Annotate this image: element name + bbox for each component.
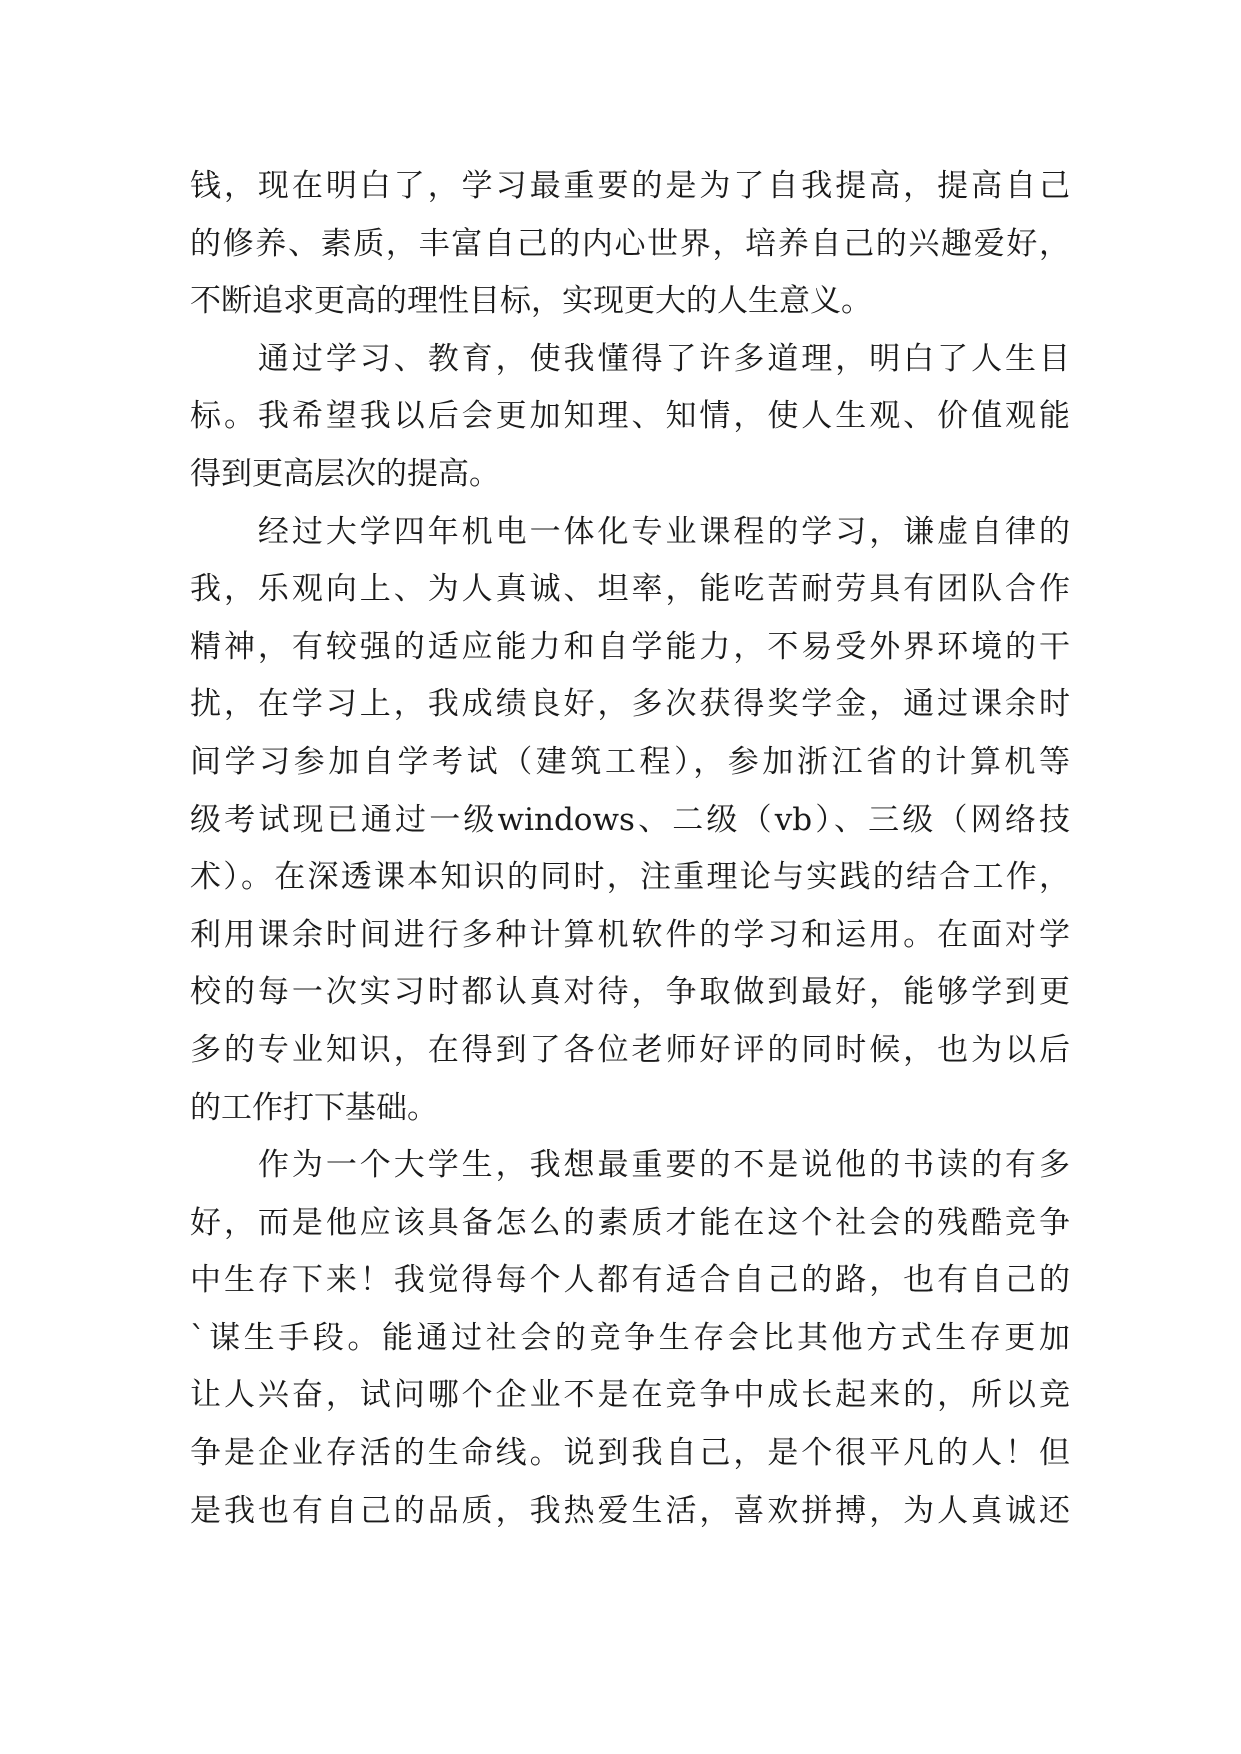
text-line: 好，而是他应该具备怎么的素质才能在这个社会的残酷竞争	[190, 1204, 1070, 1241]
body-text	[190, 158, 1070, 1540]
text-line: 的修养、素质，丰富自己的内心世界，培养自己的兴趣爱好，	[190, 225, 1070, 262]
text-line: 我，乐观向上、为人真诚、坦率，能吃苦耐劳具有团队合作	[190, 571, 1070, 608]
text-line: `谋生手段。能通过社会的竞争生存会比其他方式生存更加	[190, 1319, 1070, 1356]
text-line: 标。我希望我以后会更加知理、知情，使人生观、价值观能	[190, 398, 1070, 435]
text-line: 级考试现已通过一级windows、二级（vb）、三级（网络技	[190, 801, 1070, 838]
text-line: 得到更高层次的提高。	[190, 455, 500, 492]
text-line: 多的专业知识，在得到了各位老师好评的同时候，也为以后	[190, 1031, 1070, 1068]
text-line: 钱，现在明白了，学习最重要的是为了自我提高，提高自己	[190, 168, 1070, 204]
text-line: 术）。在深透课本知识的同时，注重理论与实践的结合工作，	[190, 859, 1070, 896]
text-line: 间学习参加自学考试（建筑工程），参加浙江省的计算机等	[190, 743, 1070, 780]
text-line: 校的每一次实习时都认真对待，争取做到最好，能够学到更	[190, 974, 1070, 1011]
text-line: 不断追求更高的理性目标，实现更大的人生意义。	[190, 283, 872, 320]
text-line: 扰，在学习上，我成绩良好，多次获得奖学金，通过课余时	[190, 686, 1070, 723]
text-line: 作为一个大学生，我想最重要的不是说他的书读的有多	[190, 1147, 1070, 1184]
text-line: 是我也有自己的品质，我热爱生活，喜欢拼搏，为人真诚还	[190, 1492, 1070, 1529]
text-line: 通过学习、教育，使我懂得了许多道理，明白了人生目	[190, 340, 1070, 377]
text-line: 的工作打下基础。	[190, 1089, 438, 1126]
text-line: 中生存下来！我觉得每个人都有适合自己的路，也有自己的	[190, 1262, 1070, 1299]
text-line: 争是企业存活的生命线。说到我自己，是个很平凡的人！但	[190, 1435, 1070, 1472]
text-line: 让人兴奋，试问哪个企业不是在竞争中成长起来的，所以竞	[190, 1377, 1070, 1414]
text-line: 经过大学四年机电一体化专业课程的学习，谦虚自律的	[190, 513, 1070, 550]
text-line: 利用课余时间进行多种计算机软件的学习和运用。在面对学	[190, 916, 1070, 953]
text-line: 精神，有较强的适应能力和自学能力，不易受外界环境的干	[190, 628, 1070, 665]
